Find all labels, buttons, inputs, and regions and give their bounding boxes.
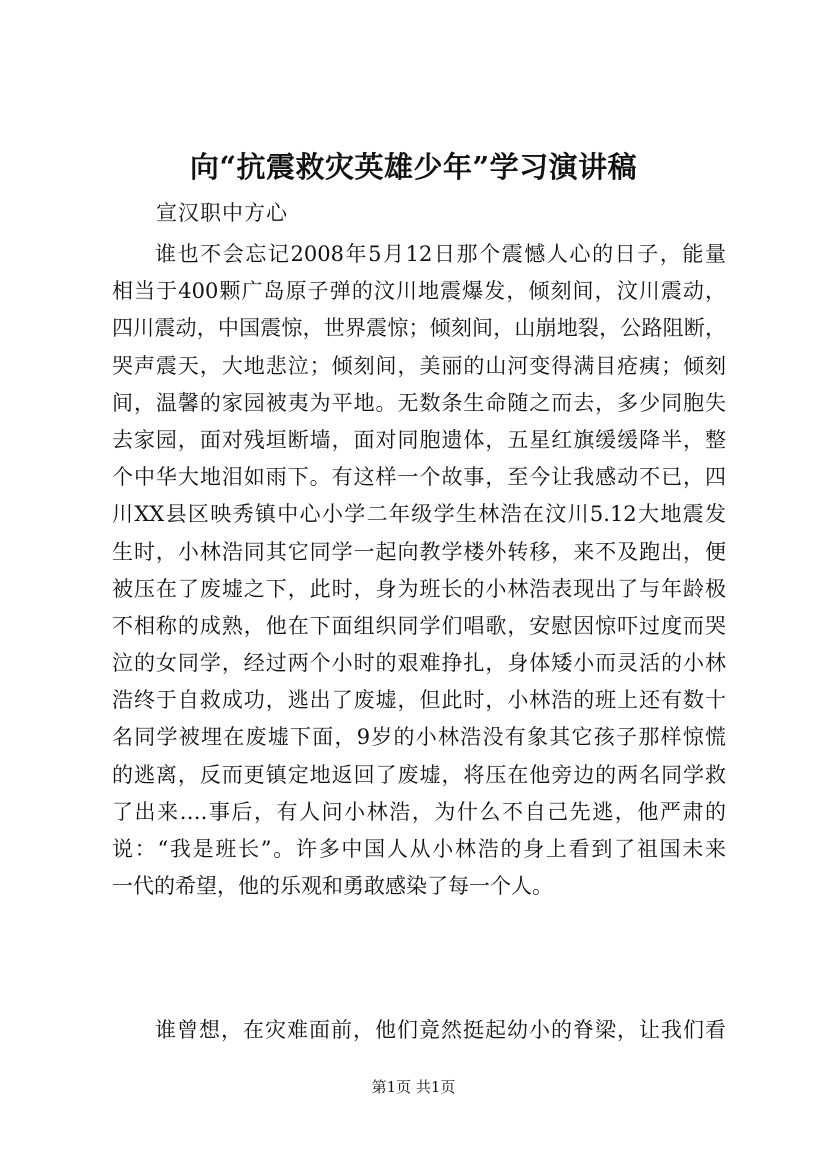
paragraph-line: 生时，小林浩同其它同学一起向教学楼外转移，来不及跑出，便 [112, 539, 726, 564]
paragraph-line: 个中华大地泪如雨下。有这样一个故事，至今让我感动不已，四 [112, 465, 726, 490]
document-title: 向“抗震救灾英雄少年”学习演讲稿 [189, 150, 638, 184]
paragraph-line: 谁曾想，在灾难面前，他们竟然挺起幼小的脊梁，让我们看 [155, 1018, 726, 1042]
paragraph-line: 四川震动，中国震惊，世界震惊；倾刻间，山崩地裂，公路阻断， [112, 316, 726, 341]
author-line: 宣汉职中方心 [156, 201, 288, 225]
paragraph-line: 间，温馨的家园被夷为平地。无数条生命随之而去，多少同胞失 [112, 390, 726, 415]
paragraph-2 [112, 1012, 726, 1049]
paragraph-1 [112, 236, 726, 905]
paragraph-line: 去家园，面对残垣断墙，面对同胞遗体，五星红旗缓缓降半，整 [112, 427, 726, 452]
paragraph-line: 相当于400颗广岛原子弹的汶川地震爆发，倾刻间，汶川震动， [112, 279, 726, 304]
page-footer: 第1页 共1页 [371, 1078, 456, 1096]
paragraph-line: 名同学被埋在废墟下面，9岁的小林浩没有象其它孩子那样惊慌 [112, 725, 726, 750]
paragraph-line: 了出来….事后，有人问小林浩，为什么不自己先逃，他严肃的 [112, 799, 726, 824]
paragraph-line: 泣的女同学，经过两个小时的艰难挣扎，身体矮小而灵活的小林 [112, 651, 726, 676]
paragraph-line: 浩终于自救成功，逃出了废墟，但此时，小林浩的班上还有数十 [112, 688, 726, 713]
paragraph-line: 说：“我是班长”。许多中国人从小林浩的身上看到了祖国未来 [112, 837, 726, 861]
paragraph-line: 哭声震天，大地悲泣；倾刻间，美丽的山河变得满目疮痍；倾刻 [112, 353, 726, 378]
paragraph-line: 被压在了废墟之下，此时，身为班长的小林浩表现出了与年龄极 [112, 576, 726, 601]
paragraph-line: 的逃离，反而更镇定地返回了废墟，将压在他旁边的两名同学救 [112, 762, 726, 787]
paragraph-line: 谁也不会忘记2008年5月12日那个震憾人心的日子，能量 [155, 242, 726, 266]
paragraph-line: 一代的希望，他的乐观和勇敢感染了每一个人。 [112, 874, 553, 899]
paragraph-line: 不相称的成熟，他在下面组织同学们唱歌，安慰因惊吓过度而哭 [112, 613, 726, 638]
paragraph-line: 川XX县区映秀镇中心小学二年级学生林浩在汶川5.12大地震发 [112, 502, 726, 527]
